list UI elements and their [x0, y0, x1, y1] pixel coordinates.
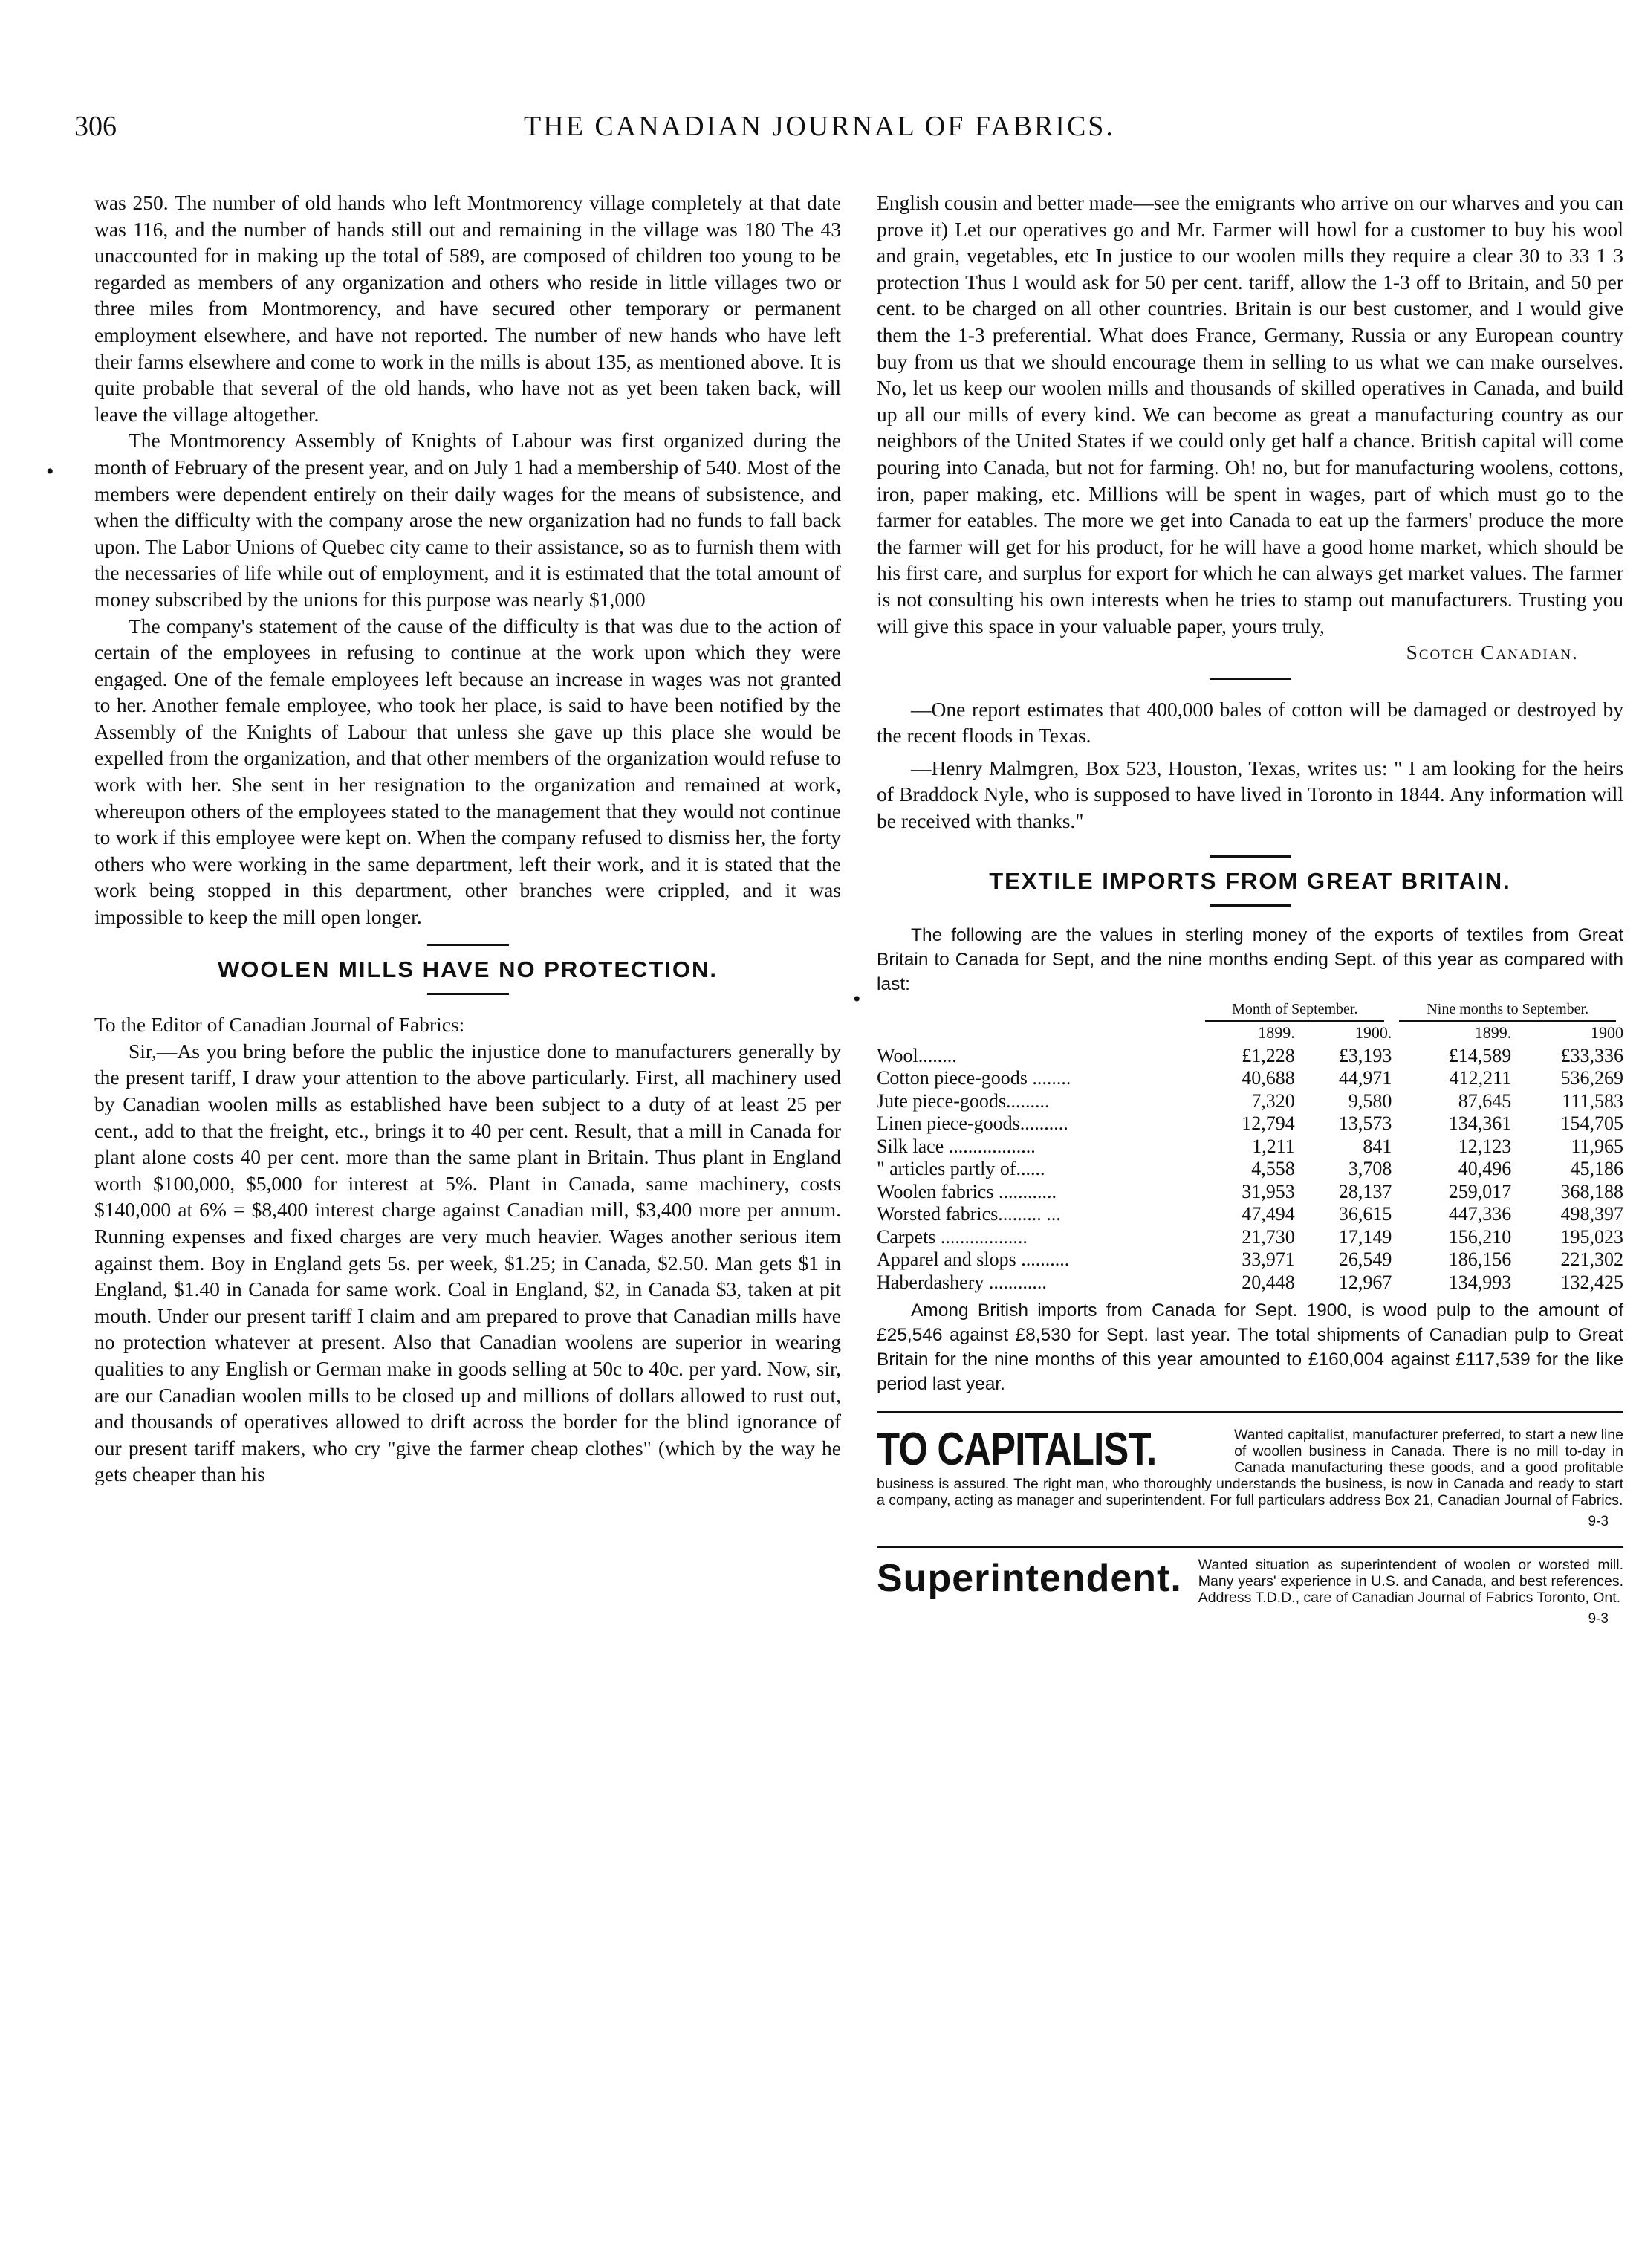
row-value: 536,269 — [1560, 1067, 1623, 1089]
year-header: 1899. — [1474, 1023, 1512, 1043]
imports-table — [877, 1001, 1623, 1294]
row-value: 1,211 — [1252, 1135, 1295, 1157]
row-value: 7,320 — [1251, 1089, 1295, 1112]
row-value: 368,188 — [1560, 1180, 1623, 1202]
row-value: 12,123 — [1458, 1135, 1512, 1157]
ad-title: Superintendent. — [877, 1556, 1182, 1600]
advertisement-superintendent — [877, 1546, 1623, 1633]
row-label: Worsted fabrics......... ... — [877, 1203, 1061, 1225]
row-value: 12,967 — [1338, 1271, 1392, 1293]
page-number: 306 — [74, 111, 117, 142]
row-value: 841 — [1363, 1135, 1392, 1157]
row-value: 40,688 — [1242, 1067, 1295, 1089]
row-value: 9,580 — [1348, 1089, 1392, 1112]
row-value: 11,965 — [1571, 1135, 1623, 1157]
row-value: 4,558 — [1251, 1158, 1295, 1180]
row-value: 195,023 — [1560, 1225, 1623, 1248]
row-value: 134,993 — [1448, 1271, 1512, 1293]
row-label: Linen piece-goods.......... — [877, 1112, 1068, 1135]
row-value: 498,397 — [1560, 1203, 1623, 1225]
row-label: Silk lace .................. — [877, 1135, 1036, 1157]
table-row — [877, 1248, 1623, 1271]
news-items — [877, 696, 1623, 835]
row-label: Woolen fabrics ............ — [877, 1180, 1057, 1202]
article-paragraph: The company's statement of the cause of the difficulty is that was due to the action of certain of the employees in refusing to continue at the work upon which they were engaged. One of the female employees left because an increase in wages was not granted to her. Another female employee, who took her place, is said to have been notified by the Assembly of the Knights of Labour that unless she gave up this place she would be expelled from the organization, and that other members of the organization would refuse to work with her. She sent in her resignation to the organization and remained at work, whereupon others of the employees stated to the management that they would not continue to work if this employee were kept on. When the company refused to dismiss her, the forty others who were working in the same department, left their work, and it is stated that the work being stopped in this department, other branches were crippled, and it was impossible to keep the mill open longer. — [94, 614, 841, 929]
advertisement-capitalist — [877, 1411, 1623, 1535]
section-divider — [1210, 855, 1291, 858]
table-row — [877, 1203, 1623, 1226]
imports-note: Among British imports from Canada for Sept. 1900, is wood pulp to the amount of £25,546 against £8,530 for Sept. last year. The total shipments of Canadian pulp to Great Britain for the nine months of this year amounted to £160,004 against £117,539 for the like period last year. — [877, 1300, 1623, 1395]
ad-reference: 9-3 — [1588, 1514, 1609, 1530]
row-value: 45,186 — [1570, 1158, 1623, 1180]
row-value: 111,583 — [1562, 1089, 1623, 1112]
margin-bullet-icon: • — [853, 987, 861, 1011]
table-row — [877, 1045, 1623, 1068]
article-paragraph: was 250. The number of old hands who left Montmorency village completely at that date was 116, and the number of hands still out and remaining in the village was 180 The 43 unaccounted for in making up the total of 589, are composed of children too young to be regarded as members of any organization and others who reside in little villages two or three miles from Montmorency, and have secured other temporary or permanent employment elsewhere, and have not reported. The number of new hands who have left their farms elsewhere and come to work in the mills is about 135, as mentioned above. It is quite probable that several of the old hands, who have not as yet been taken back, will leave the village altogether. — [94, 191, 841, 426]
section-divider — [1210, 678, 1291, 680]
row-value: 21,730 — [1242, 1225, 1295, 1248]
row-label: Haberdashery ............ — [877, 1271, 1047, 1293]
table-row — [877, 1135, 1623, 1159]
table-years-row — [877, 1022, 1623, 1045]
table-group-header-row — [877, 1001, 1623, 1022]
table-row — [877, 1271, 1623, 1295]
right-column — [877, 189, 1623, 1632]
group-header: Month of September. — [1198, 1001, 1392, 1022]
imports-heading: TEXTILE IMPORTS FROM GREAT BRITAIN. — [989, 867, 1511, 894]
row-value: 154,705 — [1560, 1112, 1623, 1135]
ad-reference: 9-3 — [1588, 1610, 1609, 1627]
row-value: 31,953 — [1242, 1180, 1295, 1202]
row-label: " articles partly of...... — [877, 1158, 1045, 1180]
table-row — [877, 1112, 1623, 1135]
row-value: 156,210 — [1448, 1225, 1512, 1248]
article-paragraph: The Montmorency Assembly of Knights of Labour was first organized during the month of February of the present year, and on July 1 had a membership of 540. Most of the members were dependent entirely on their daily wages for the means of subsistence, and when the difficulty with the company arose the new organization had no funds to fall back upon. The Labor Unions of Quebec city came to their assistance, so as to furnish them with the necessaries of life while out of employment, and it is estimated that the total amount of money subscribed by the unions for this purpose was nearly $1,000 — [94, 429, 841, 611]
ad-title: TO CAPITALIST. — [877, 1424, 1157, 1476]
year-header: 1900. — [1354, 1023, 1392, 1043]
row-label: Jute piece-goods......... — [877, 1089, 1050, 1112]
table-row — [877, 1090, 1623, 1113]
imports-intro: The following are the values in sterling money of the exports of textiles from Great Britain to Canada for Sept, and the nine months ending Sept. of this year as compared with last: — [877, 925, 1623, 995]
news-item: —One report estimates that 400,000 bales of cotton will be damaged or destroyed by the recent floods in Texas. — [877, 697, 1623, 748]
letter-continued: English cousin and better made—see the emigrants who arrive on our wharves and you can prove it) Let our operatives go and Mr. Farmer will howl for a customer to buy his wool and grain, vegetables, etc In justice to our woolen mills they require a clear 30 to 33 1 3 protection Thus I would ask for 50 per cent. tariff, allow the 1-3 off to Britain, and 50 per cent. to be charged on all other countries. Britain is our best customer, and I would give them the 1-3 preferential. What does France, Germany, Russia or any European country buy from us that we should encourage them in selling to us what we can make ourselves. No, let us keep our woolen mills and thousands of skilled operatives in Canada, and build up all our mills of every kind. We can become as great a manufacturing country as our neighbors of the United States if we could only get half a chance. British capital will come pouring into Canada, but not for farming. Oh! no, but for manufacturing woolens, cottons, iron, paper making, etc. Millions will be spent in wages, part of which must go to the farmer for eatables. The more we get into Canada to eat up the farmers' produce the more the farmer will get for his product, for he will have a good home market, which should be his first care, and surplus for export for which he can always get market values. The farmer is not consulting his own interests when he tries to stamp out manufacturers. Trusting you will give this space in your valuable paper, yours truly, — [877, 191, 1623, 638]
section-divider — [427, 944, 509, 946]
row-value: 186,156 — [1448, 1248, 1512, 1271]
section-divider — [1210, 904, 1291, 907]
row-value: 132,425 — [1560, 1271, 1623, 1293]
row-value: 12,794 — [1242, 1112, 1295, 1135]
row-value: £3,193 — [1338, 1044, 1392, 1066]
row-value: £33,336 — [1560, 1044, 1623, 1066]
row-value: £14,589 — [1448, 1044, 1512, 1066]
letter-signature: Scotch Canadian. — [1406, 641, 1579, 664]
row-value: 47,494 — [1242, 1203, 1295, 1225]
row-value: 412,211 — [1449, 1067, 1512, 1089]
table-row — [877, 1158, 1623, 1181]
row-value: 40,496 — [1458, 1158, 1512, 1180]
row-value: 26,549 — [1338, 1248, 1392, 1271]
row-value: 259,017 — [1448, 1180, 1512, 1202]
row-label: Wool........ — [877, 1044, 957, 1066]
table-row — [877, 1067, 1623, 1090]
left-column — [94, 189, 841, 1488]
row-value: 17,149 — [1338, 1225, 1392, 1248]
row-value: 36,615 — [1338, 1203, 1392, 1225]
running-title: THE CANADIAN JOURNAL OF FABRICS. — [524, 111, 1115, 142]
row-value: 13,573 — [1338, 1112, 1392, 1135]
row-value: £1,228 — [1242, 1044, 1295, 1066]
ad-text: Wanted situation as superintendent of woolen or worsted mill. Many years' experience in U.S. and Canada, and best references. Address T.D.D., care of Canadian Journal of Fabrics Toronto, Ont. — [1198, 1556, 1623, 1606]
row-value: 221,302 — [1560, 1248, 1623, 1271]
row-value: 28,137 — [1338, 1180, 1392, 1202]
margin-bullet-icon: • — [46, 459, 54, 484]
letter-paragraph: Sir,—As you bring before the public the injustice done to manufacturers generally by the present tariff, I draw your attention to the above particularly. First, all machinery used by Canadian woolen mills as established have been subject to a duty of at least 25 per cent., add to that the freight, etc., brings it to 40 per cent. Result, that a mill in Canada for plant alone costs 40 per cent. more than the same plant in Britain. Thus plant in England worth $100,000, $5,000 for interest at 5%. Plant in Canada, same machinery, costs $140,000 at 6% = $8,400 interest charge against Canadian mill, $3,400 more per annum. Running expenses and fixed charges are very much heavier. Wages another serious item against them. Boy in England gets 5s. per week, $1.25; in Canada, $2.50. Man gets $1 in England, $1.40 in Canada for same work. Coal in England, $2, in Canada $3, taken at pit mouth. Under our present tariff I claim and am prepared to prove that Canadian mills have no protection whatever at present. Also that Canadian woolens are superior in wearing qualities to any English or German make in goods selling at 50c to 40c. per yard. Now, sir, are our Canadian woolen mills to be closed up and millions of dollars allowed to rust out, and thousands of operatives allowed to drift across the border for the blind ignorance of our present tariff makers, who cry "give the farmer cheap clothes" (which by the way he gets cheaper than his — [94, 1039, 841, 1486]
row-value: 447,336 — [1448, 1203, 1512, 1225]
row-label: Carpets .................. — [877, 1225, 1028, 1248]
row-value: 87,645 — [1458, 1089, 1512, 1112]
row-value: 134,361 — [1448, 1112, 1512, 1135]
row-label: Cotton piece-goods ........ — [877, 1067, 1071, 1089]
row-value: 33,971 — [1242, 1248, 1295, 1271]
row-label: Apparel and slops .......... — [877, 1248, 1070, 1271]
group-header: Nine months to September. — [1392, 1001, 1623, 1022]
news-item: —Henry Malmgren, Box 523, Houston, Texas, writes us: " I am looking for the heirs of Braddock Nyle, who is supposed to have lived in Toronto in 1844. Any information will be received with thanks." — [877, 756, 1623, 833]
row-value: 20,448 — [1242, 1271, 1295, 1293]
table-row — [877, 1226, 1623, 1249]
year-header: 1899. — [1258, 1023, 1295, 1043]
letter-salutation: To the Editor of Canadian Journal of Fabrics: — [94, 1013, 465, 1037]
section-divider — [427, 993, 509, 995]
woolen-mills-heading: WOOLEN MILLS HAVE NO PROTECTION. — [217, 956, 718, 982]
row-value: 3,708 — [1348, 1158, 1392, 1180]
row-value: 44,971 — [1338, 1067, 1392, 1089]
ad-text: Wanted capitalist, manufacturer preferred, to start a new line of woollen business in Canada. There is no mill to-day in Canada manufacturing these goods, and a good profitable business is assured. The right man, who thoroughly understands the business, is now in Canada and ready to start a company, acting as manager and superintendent. For full particulars address Box 21, Canadian Journal of Fabrics. — [877, 1427, 1623, 1509]
table-row — [877, 1181, 1623, 1204]
year-header: 1900 — [1591, 1023, 1623, 1043]
